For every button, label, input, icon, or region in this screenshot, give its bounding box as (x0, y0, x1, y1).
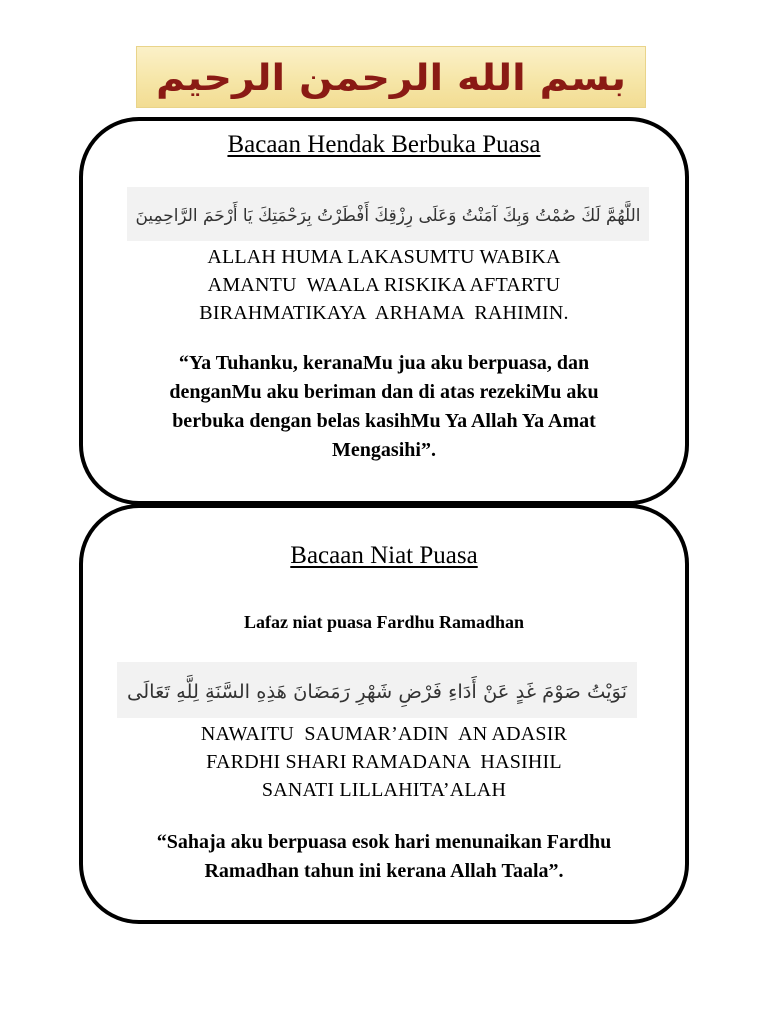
niat-meaning (109, 828, 659, 886)
translit-line: NAWAITU SAUMAR’ADIN AN ADASIR (200, 723, 568, 745)
berbuka-arabic-text: اللَّهُمَّ لَكَ صُمْتُ وَبِكَ آمَنْتُ وَعَلَى رِزْقِكَ أَفْطَرْتُ بِرَحْمَتِكَ يَا أَرْحَمَ الرَّاحِمِينَ (135, 206, 644, 226)
translit-line: ALLAH HUMA LAKASUMTU WABIKA (207, 246, 561, 268)
berbuka-arabic-strip (127, 187, 649, 241)
niat-arabic-text: نَوَيْتُ صَوْمَ غَدٍ عَنْ أَدَاءِ فَرْضِ شَهْرِ رَمَضَانَ هَذِهِ السَّنَةِ لِلَّهِ تَعَالَى (127, 681, 616, 703)
niat-subtitle: Lafaz niat puasa Fardhu Ramadhan (243, 612, 525, 632)
niat-transliteration (103, 720, 665, 804)
niat-card (79, 504, 689, 924)
meaning-line: Mengasihi”. (332, 439, 436, 461)
bismillah-banner (136, 46, 646, 108)
berbuka-heading: Bacaan Hendak Berbuka Puasa (227, 131, 541, 158)
meaning-line: “Sahaja aku berpuasa esok hari menunaikan Fardhu (156, 831, 612, 853)
meaning-line: Ramadhan tahun ini kerana Allah Taala”. (204, 860, 564, 882)
berbuka-card (79, 117, 689, 505)
translit-line: BIRAHMATIKAYA ARHAMA RAHIMIN. (199, 302, 569, 324)
bismillah-text: بسم الله الرحمن الرحيم (156, 58, 626, 99)
meaning-line: berbuka dengan belas kasihMu Ya Allah Ya Amat (172, 410, 596, 432)
meaning-line: “Ya Tuhanku, keranaMu jua aku berpuasa, dan (178, 352, 590, 374)
niat-heading: Bacaan Niat Puasa (290, 542, 478, 569)
berbuka-transliteration (103, 243, 665, 327)
translit-line: AMANTU WAALA RISKIKA AFTARTU (207, 274, 561, 296)
bismillah-calligraphy (136, 46, 646, 108)
niat-arabic-strip (117, 662, 637, 718)
translit-line: SANATI LILLAHITA’ALAH (261, 779, 507, 801)
translit-line: FARDHI SHARI RAMADANA HASIHIL (206, 751, 562, 773)
meaning-line: denganMu aku beriman dan di atas rezekiMu aku (169, 381, 599, 403)
berbuka-meaning (109, 349, 659, 465)
